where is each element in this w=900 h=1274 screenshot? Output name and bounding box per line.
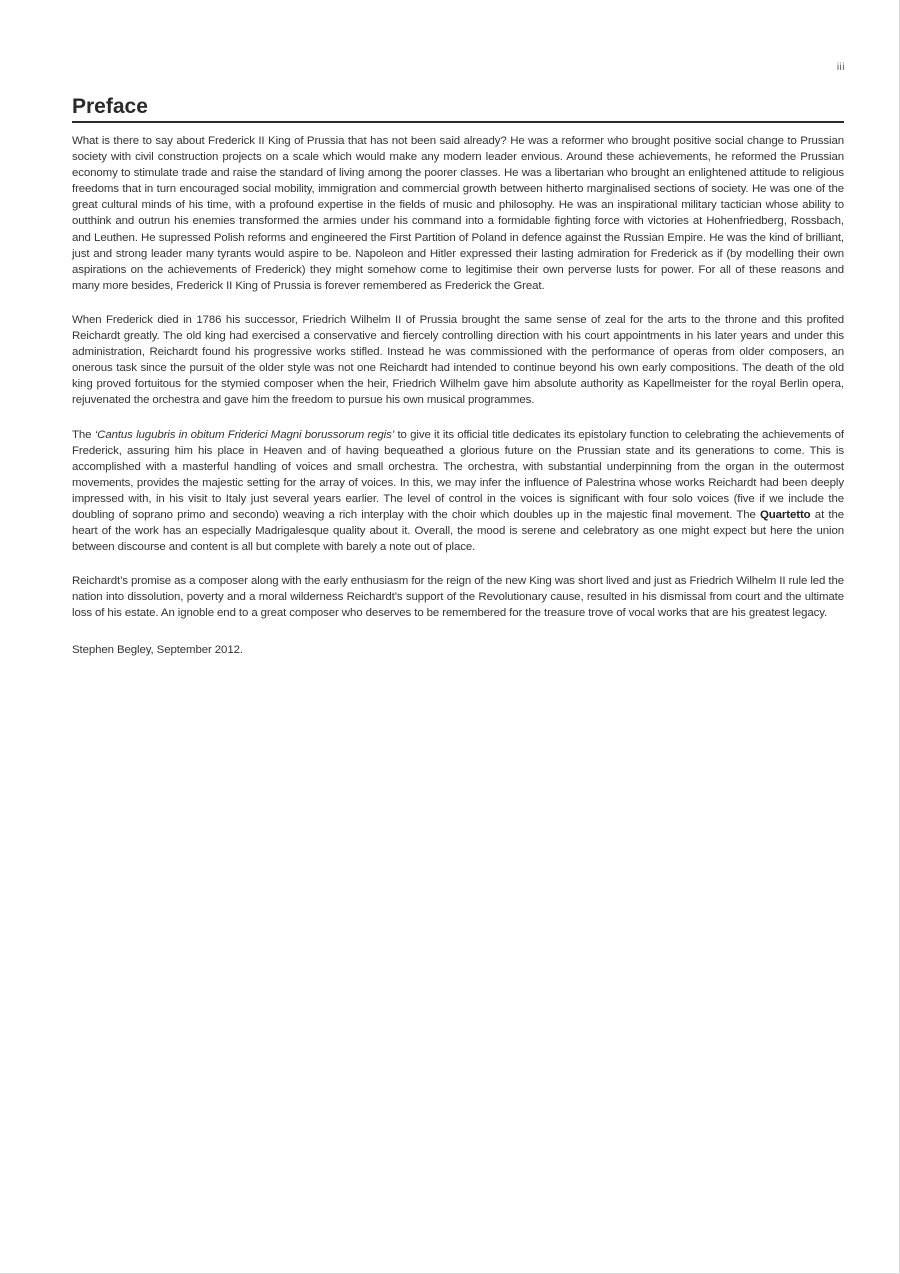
work-title: ‘Cantus lugubris in obitum Friderici Magni borussorum regis’ <box>94 428 395 441</box>
page-title: Preface <box>72 94 844 123</box>
paragraph-3-end: at the heart of the work has an especially Madrigalesque quality about it. Overall, the mood is serene and celebratory as one might expect but here the union between discourse and content is all but complete with barely a note out of place. <box>72 508 844 554</box>
paragraph-3 <box>72 427 844 556</box>
page-number: iii <box>836 62 845 73</box>
paragraph-1: What is there to say about Frederick II King of Prussia that has not been said already? He was a reformer who brought positive social change to Prussian society with civil construction projects on a scale which would make any modern leader envious. Around these achievements, he reformed the Prussian economy to stimulate trade and raise the standard of living among the poorer classes. He was a libertarian who brought an enlightened attitude to religious freedoms that in turn encouraged social mobility, immigration and commercial growth between hitherto marginalised sections of society. He was one of the great cultural minds of his time, with a profound expertise in the fields of music and philosophy. He was an inspirational military tactician whose ability to outthink and outrun his enemies transformed the armies under his command into a formidable fighting force with victories at Hohenfriedberg, Rossbach, and Leuthen. He supressed Polish reforms and engineered the First Partition of Poland in defence against the Russian Empire. He was the kind of brilliant, just and strong leader many tyrants would aspire to be. Napoleon and Hitler expressed their lasting admiration for Frederick as if (by modelling their own aspirations on the achievements of Frederick) they might somehow come to legitimise their own perverse lusts for power. For all of these reasons and many more besides, Frederick II King of Prussia is forever remembered as Frederick the Great. <box>72 135 844 292</box>
quartetto-term: Quartetto <box>759 508 811 521</box>
paragraph-3-middle: to give it its official title dedicates its epistolary function to celebrating the achievements of Frederick, assuring him his place in Heaven and of having bequeathed a glorious future on the Prussian state and its generations to come. This is accomplished with a masterful handling of voices and small orchestra. The orchestra, with substantial underpinning from the organ in the outermost movements, provides the majestic setting for the array of voices. In this, we may infer the influence of Palestrina whose works Reichardt had been deeply impressed with, in his visit to Italy just several years earlier. The level of control in the voices is significant with four solo voices (five if we include the doubling of soprano primo and secondo) weaving a rich interplay with the choir which doubles up in the majestic final movement. The <box>72 428 844 521</box>
paragraph-4: Reichardt’s promise as a composer along with the early enthusiasm for the reign of the new King was short lived and just as Friedrich Wilhelm II rule led the nation into dissolution, poverty and a moral wilderness Reichardt’s support of the Revolutionary cause, resulted in his dismissal from court and the ultimate loss of his estate. An ignoble end to a great composer who deserves to be remembered for the treasure trove of vocal works that are his greatest legacy. <box>72 575 844 620</box>
paragraph-3-intro: The <box>72 428 95 441</box>
paragraph-2: When Frederick died in 1786 his successor, Friedrich Wilhelm II of Prussia brought the same sense of zeal for the arts to the throne and this profited Reichardt greatly. The old king had exercised a conservative and fiercely controlling direction with his court appointments in his later years and under this administration, Reichardt found his progressive works stifled. Instead he was commissioned with the performance of operas from older composers, an onerous task since the pursuit of the older style was not one Reichardt had intended to continue beyond his own early compositions. The death of the old king proved fortuitous for the stymied composer when the heir, Friedrich Wilhelm gave him absolute authority as Kapellmeister for the royal Berlin opera, rejuvenated the orchestra and gave him the freedom to pursue his own musical programmes. <box>72 313 844 407</box>
author-signature: Stephen Begley, September 2012. <box>72 643 243 656</box>
preface-body <box>72 133 844 676</box>
